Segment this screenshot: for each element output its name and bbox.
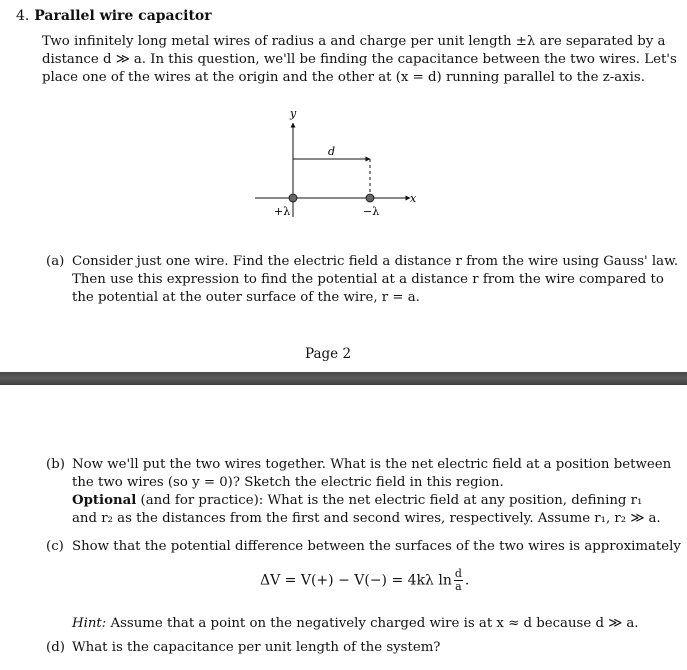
part-a-label: (a) <box>46 254 65 269</box>
problem-heading <box>16 8 212 24</box>
part-c-label: (c) <box>46 539 64 554</box>
page-number: Page 2 <box>305 346 352 362</box>
equation-fraction <box>454 568 463 593</box>
negative-wire <box>366 194 374 202</box>
problem-number: 4. <box>16 8 30 24</box>
fraction-denominator: a <box>455 580 462 593</box>
part-a <box>46 253 679 307</box>
part-c-line: Show that the potential difference between the surfaces of the two wires is approximately <box>72 539 681 554</box>
optional-label: Optional <box>72 493 137 508</box>
hint-label: Hint: <box>72 616 107 631</box>
problem-intro <box>42 33 677 87</box>
part-c-hint <box>46 615 641 633</box>
x-axis-label: x <box>410 192 417 205</box>
part-c <box>46 538 681 556</box>
hint-line <box>72 615 641 633</box>
part-b-optional-line-2: and r₂ as the distances from the first and second wires, respectively. Assume r₁, r₂ ≫ a. <box>72 511 661 526</box>
hint-text: Assume that a point on the negatively charged wire is at x ≈ d because d ≫ a. <box>106 616 639 631</box>
part-d <box>46 639 641 657</box>
equation-end: . <box>464 572 470 589</box>
intro-line-1: Two infinitely long metal wires of radius a and charge per unit length ±λ are separated by a <box>42 34 666 49</box>
fraction-numerator: d <box>454 567 462 580</box>
distance-label: d <box>328 145 336 158</box>
negative-charge-label: −λ <box>363 205 380 218</box>
positive-wire <box>289 194 297 202</box>
part-b <box>46 456 672 528</box>
part-d-line: What is the capacitance per unit length of the system? <box>72 640 441 655</box>
y-axis-label: y <box>290 107 297 120</box>
part-a-line-1: Consider just one wire. Find the electric field a distance r from the wire using Gauss' law. <box>72 254 679 269</box>
potential-equation <box>260 568 469 593</box>
equation-left: ΔV = V(+) − V(−) = 4kλ ln <box>260 572 452 589</box>
part-b-line-2: the two wires (so y = 0)? Sketch the electric field in this region. <box>72 475 504 490</box>
part-a-line-2: Then use this expression to find the potential at a distance r from the wire compared to <box>72 272 664 287</box>
problem-title: Parallel wire capacitor <box>34 8 212 24</box>
part-d-label: (d) <box>46 640 65 655</box>
optional-text-1: (and for practice): What is the net electric field at any position, defining r₁ <box>136 493 643 508</box>
part-b-label: (b) <box>46 457 65 472</box>
wire-diagram <box>250 105 430 225</box>
part-b-optional-line-1 <box>72 492 641 510</box>
positive-charge-label: +λ <box>274 205 291 218</box>
page-separator <box>0 372 687 385</box>
intro-line-3: place one of the wires at the origin and the other at (x = d) running parallel to the z-axis. <box>42 70 645 85</box>
intro-line-2: distance d ≫ a. In this question, we'll be finding the capacitance between the two wires. Let's <box>42 52 677 67</box>
part-a-line-3: the potential at the outer surface of the wire, r = a. <box>72 290 420 305</box>
part-b-line-1: Now we'll put the two wires together. What is the net electric field at a position between <box>72 457 672 472</box>
